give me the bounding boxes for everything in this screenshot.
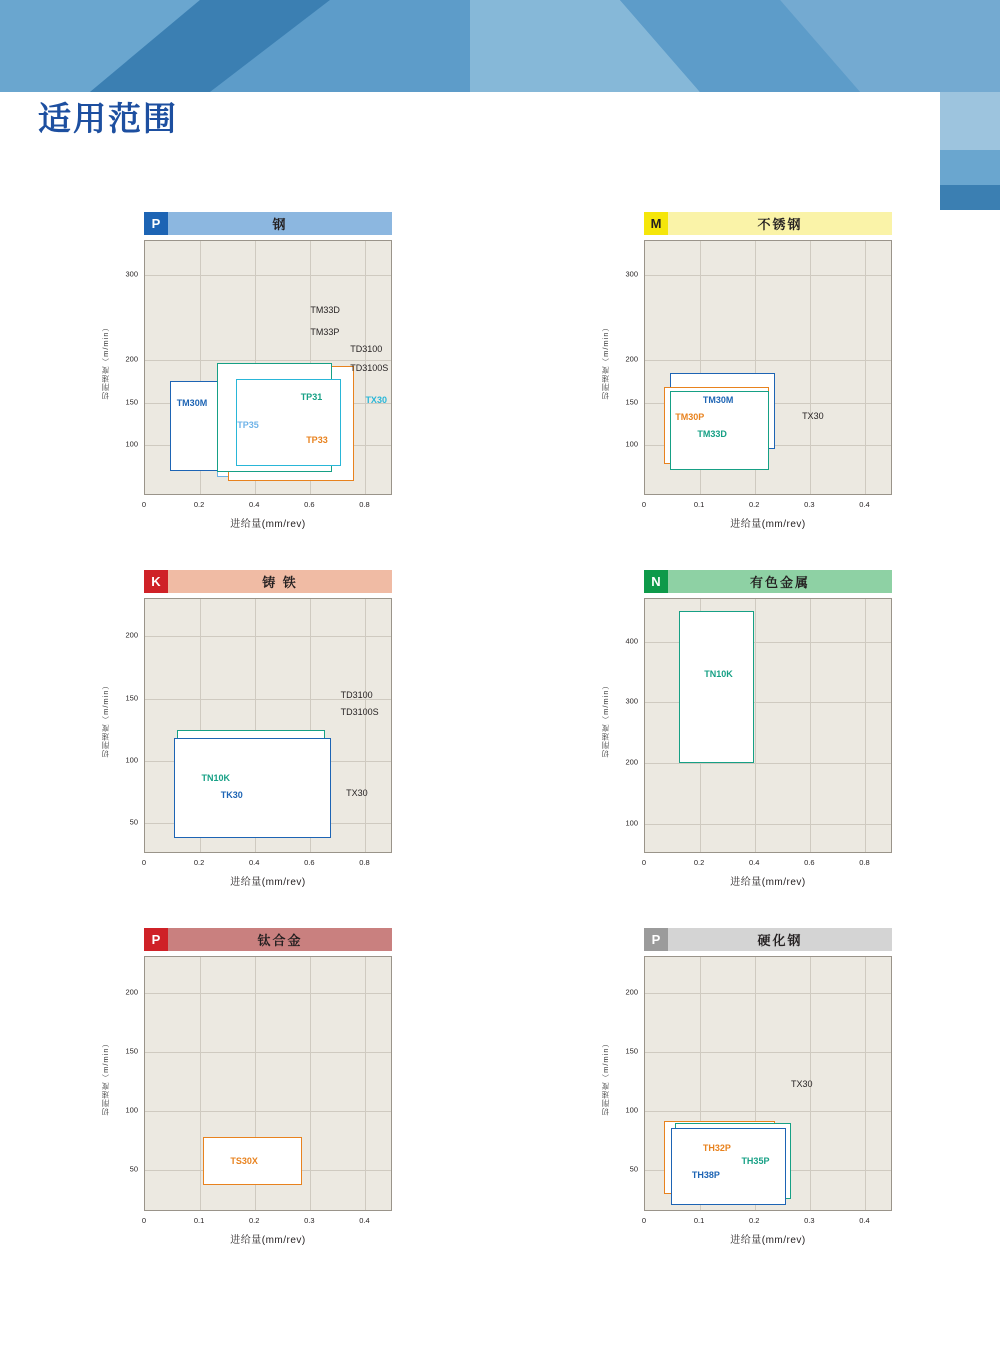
gridline-v	[200, 957, 201, 1210]
chart-badge-hardened: P	[644, 928, 668, 951]
x-tick-label: 0.2	[249, 1216, 260, 1225]
plot-stainless	[644, 240, 892, 495]
gridline-h	[145, 1111, 391, 1112]
series-label-TP31: TP31	[300, 392, 323, 403]
chart-panel-steel	[96, 190, 404, 548]
chart-badge-stainless: M	[644, 212, 668, 235]
x-tick-label: 0	[641, 1216, 647, 1225]
chart-badge-castiron: K	[144, 570, 168, 593]
gridline-v	[365, 957, 366, 1210]
x-tick-label: 0.6	[804, 858, 815, 867]
gridline-h	[645, 1111, 891, 1112]
gridline-h	[645, 275, 891, 276]
series-label-TM30M: TM30M	[702, 394, 734, 405]
x-tick-label: 0	[141, 1216, 147, 1225]
chart-badge-steel: P	[144, 212, 168, 235]
chart-title-nonferrous: 有色金属	[749, 575, 810, 590]
series-box-TN10K	[679, 611, 753, 763]
y-tick-label: 150	[625, 397, 638, 406]
x-tick-label: 0.1	[193, 1216, 205, 1225]
x-tick-label: 0.8	[359, 858, 370, 867]
x-tick-label: 0	[141, 858, 147, 867]
y-tick-label: 200	[625, 354, 638, 364]
page-title: 适用范围	[38, 100, 178, 137]
chart-header-castiron	[144, 570, 392, 593]
y-tick-label: 100	[625, 439, 638, 449]
series-label-TP33: TP33	[306, 434, 328, 445]
y-tick-label: 300	[625, 269, 638, 279]
y-tick-label: 100	[125, 755, 138, 765]
chart-header-hardened	[644, 928, 892, 951]
x-tick-label: 0.1	[693, 1216, 705, 1225]
series-label-TD3100S: TD3100S	[340, 707, 379, 718]
x-tick-label: 0.6	[304, 858, 315, 867]
series-label-TH35P: TH35P	[741, 1156, 770, 1167]
gridline-v	[310, 957, 311, 1210]
series-label-TH38P: TH38P	[691, 1170, 720, 1181]
y-axis-label-hardened: 切削速度（m/min）	[601, 1038, 610, 1115]
series-label-TM30M: TM30M	[176, 398, 208, 409]
y-tick-label: 100	[625, 818, 638, 828]
y-tick-label: 100	[625, 1105, 638, 1115]
gridline-v	[865, 241, 866, 494]
gridline-h	[645, 993, 891, 994]
plot-steel	[144, 240, 392, 495]
series-label-TM33D: TM33D	[697, 428, 727, 439]
x-tick-label: 0.3	[804, 1216, 815, 1225]
series-label-TS30X: TS30X	[230, 1156, 258, 1167]
chart-panel-nonferrous	[596, 548, 904, 906]
plot-area-castiron	[96, 598, 404, 867]
x-tick-label: 0.2	[749, 500, 760, 509]
page-header-decoration	[0, 0, 1000, 210]
x-tick-label: 0.1	[693, 500, 705, 509]
x-tick-label: 0.8	[859, 858, 870, 867]
series-label-TM33D: TM33D	[310, 304, 340, 315]
chart-row	[0, 906, 1000, 1264]
series-label-TX30: TX30	[802, 410, 824, 421]
chart-title-castiron: 铸 铁	[262, 575, 298, 590]
x-axis-label-castiron: 进给量(mm/rev)	[230, 877, 306, 888]
plot-area-hardened	[596, 956, 904, 1225]
x-tick-label: 0.4	[859, 500, 870, 509]
chart-panel-stainless	[596, 190, 904, 548]
plot-nonferrous	[644, 598, 892, 853]
plot-area-stainless	[596, 240, 904, 509]
chart-header-titanium	[144, 928, 392, 951]
chart-title-titanium: 钛合金	[257, 933, 303, 948]
plot-area-steel	[96, 240, 404, 509]
charts-container	[0, 190, 1000, 1264]
chart-panel-castiron	[96, 548, 404, 906]
gridline-h	[145, 636, 391, 637]
series-label-TD3100S: TD3100S	[350, 362, 389, 373]
series-label-TX30: TX30	[791, 1079, 813, 1090]
gridline-h	[645, 824, 891, 825]
gridline-v	[810, 241, 811, 494]
plot-area-nonferrous	[596, 598, 904, 867]
y-tick-label: 400	[625, 636, 638, 645]
chart-row	[0, 190, 1000, 548]
x-tick-label: 0.2	[193, 858, 205, 867]
plot-area-titanium	[96, 956, 404, 1225]
series-label-TP35: TP35	[237, 420, 259, 431]
gridline-h	[645, 360, 891, 361]
plot-hardened	[644, 956, 892, 1211]
x-tick-label: 0.2	[193, 500, 205, 509]
chart-panel-hardened	[596, 906, 904, 1264]
y-tick-label: 200	[625, 757, 638, 767]
y-tick-label: 100	[125, 1105, 138, 1115]
y-tick-label: 200	[125, 987, 138, 997]
y-axis-label-castiron: 切削速度（m/min）	[101, 680, 110, 757]
x-tick-label: 0.3	[304, 1216, 315, 1225]
series-box-TH38P	[671, 1128, 785, 1205]
series-label-TM30P: TM30P	[675, 411, 705, 422]
y-tick-label: 200	[125, 354, 138, 364]
gridline-v	[865, 957, 866, 1210]
chart-title-steel: 钢	[272, 217, 288, 232]
chart-title-hardened: 硬化钢	[757, 933, 803, 948]
gridline-h	[145, 360, 391, 361]
gridline-h	[145, 1052, 391, 1053]
y-tick-label: 200	[125, 630, 138, 640]
chart-badge-titanium: P	[144, 928, 168, 951]
y-tick-label: 200	[625, 987, 638, 997]
gridline-h	[645, 763, 891, 764]
x-tick-label: 0.2	[693, 858, 705, 867]
x-tick-label: 0.6	[304, 500, 315, 509]
chart-cell-stainless	[500, 190, 1000, 548]
x-axis-label-nonferrous: 进给量(mm/rev)	[730, 877, 806, 888]
chart-cell-titanium	[0, 906, 500, 1264]
gridline-v	[810, 599, 811, 852]
chart-header-nonferrous	[644, 570, 892, 593]
y-tick-label: 150	[125, 397, 138, 406]
chart-header-steel	[144, 212, 392, 235]
x-tick-label: 0.8	[359, 500, 370, 509]
chart-title-stainless: 不锈钢	[757, 217, 803, 232]
x-tick-label: 0.4	[859, 1216, 870, 1225]
y-axis-label-nonferrous: 切削速度（m/min）	[601, 680, 610, 757]
chart-header-stainless	[644, 212, 892, 235]
x-tick-label: 0.4	[749, 858, 760, 867]
x-tick-label: 0	[641, 858, 647, 867]
y-tick-label: 100	[125, 439, 138, 449]
series-label-TD3100: TD3100	[350, 343, 383, 354]
series-box-TK30	[174, 738, 331, 838]
chart-cell-castiron	[0, 548, 500, 906]
series-label-TX30: TX30	[365, 394, 387, 405]
chart-panel-titanium	[96, 906, 404, 1264]
x-axis-label-steel: 进给量(mm/rev)	[230, 519, 306, 530]
series-label-TN10K: TN10K	[201, 773, 230, 784]
x-axis-label-titanium: 进给量(mm/rev)	[230, 1235, 306, 1246]
plot-castiron	[144, 598, 392, 853]
series-label-TM33P: TM33P	[310, 326, 340, 337]
gridline-h	[145, 275, 391, 276]
x-tick-label: 0.3	[804, 500, 815, 509]
y-tick-label: 150	[125, 693, 138, 702]
chart-row	[0, 548, 1000, 906]
plot-titanium	[144, 956, 392, 1211]
chart-cell-hardened	[500, 906, 1000, 1264]
y-tick-label: 150	[125, 1046, 138, 1056]
series-label-TX30: TX30	[346, 788, 368, 799]
series-label-TK30: TK30	[220, 789, 243, 800]
y-tick-label: 50	[129, 1164, 138, 1174]
chart-cell-steel	[0, 190, 500, 548]
x-tick-label: 0.4	[359, 1216, 370, 1225]
x-tick-label: 0.2	[749, 1216, 760, 1225]
y-axis-label-steel: 切削速度（m/min）	[101, 322, 110, 399]
x-tick-label: 0	[141, 500, 147, 509]
series-label-TH32P: TH32P	[702, 1143, 731, 1154]
chart-cell-nonferrous	[500, 548, 1000, 906]
gridline-h	[645, 1052, 891, 1053]
x-axis-label-stainless: 进给量(mm/rev)	[730, 519, 806, 530]
y-axis-label-titanium: 切削速度（m/min）	[101, 1038, 110, 1115]
y-tick-label: 50	[629, 1164, 638, 1174]
x-tick-label: 0.4	[249, 858, 260, 867]
gridline-v	[865, 599, 866, 852]
x-axis-label-hardened: 进给量(mm/rev)	[730, 1235, 806, 1246]
y-tick-label: 300	[625, 696, 638, 706]
y-tick-label: 300	[125, 269, 138, 279]
gridline-h	[145, 993, 391, 994]
x-tick-label: 0.4	[249, 500, 260, 509]
y-axis-label-stainless: 切削速度（m/min）	[601, 322, 610, 399]
series-label-TD3100: TD3100	[340, 690, 373, 701]
chart-badge-nonferrous: N	[644, 570, 668, 593]
series-label-TN10K: TN10K	[704, 668, 733, 679]
gridline-v	[755, 599, 756, 852]
y-tick-label: 150	[625, 1046, 638, 1056]
y-tick-label: 50	[129, 817, 138, 827]
x-tick-label: 0	[641, 500, 647, 509]
